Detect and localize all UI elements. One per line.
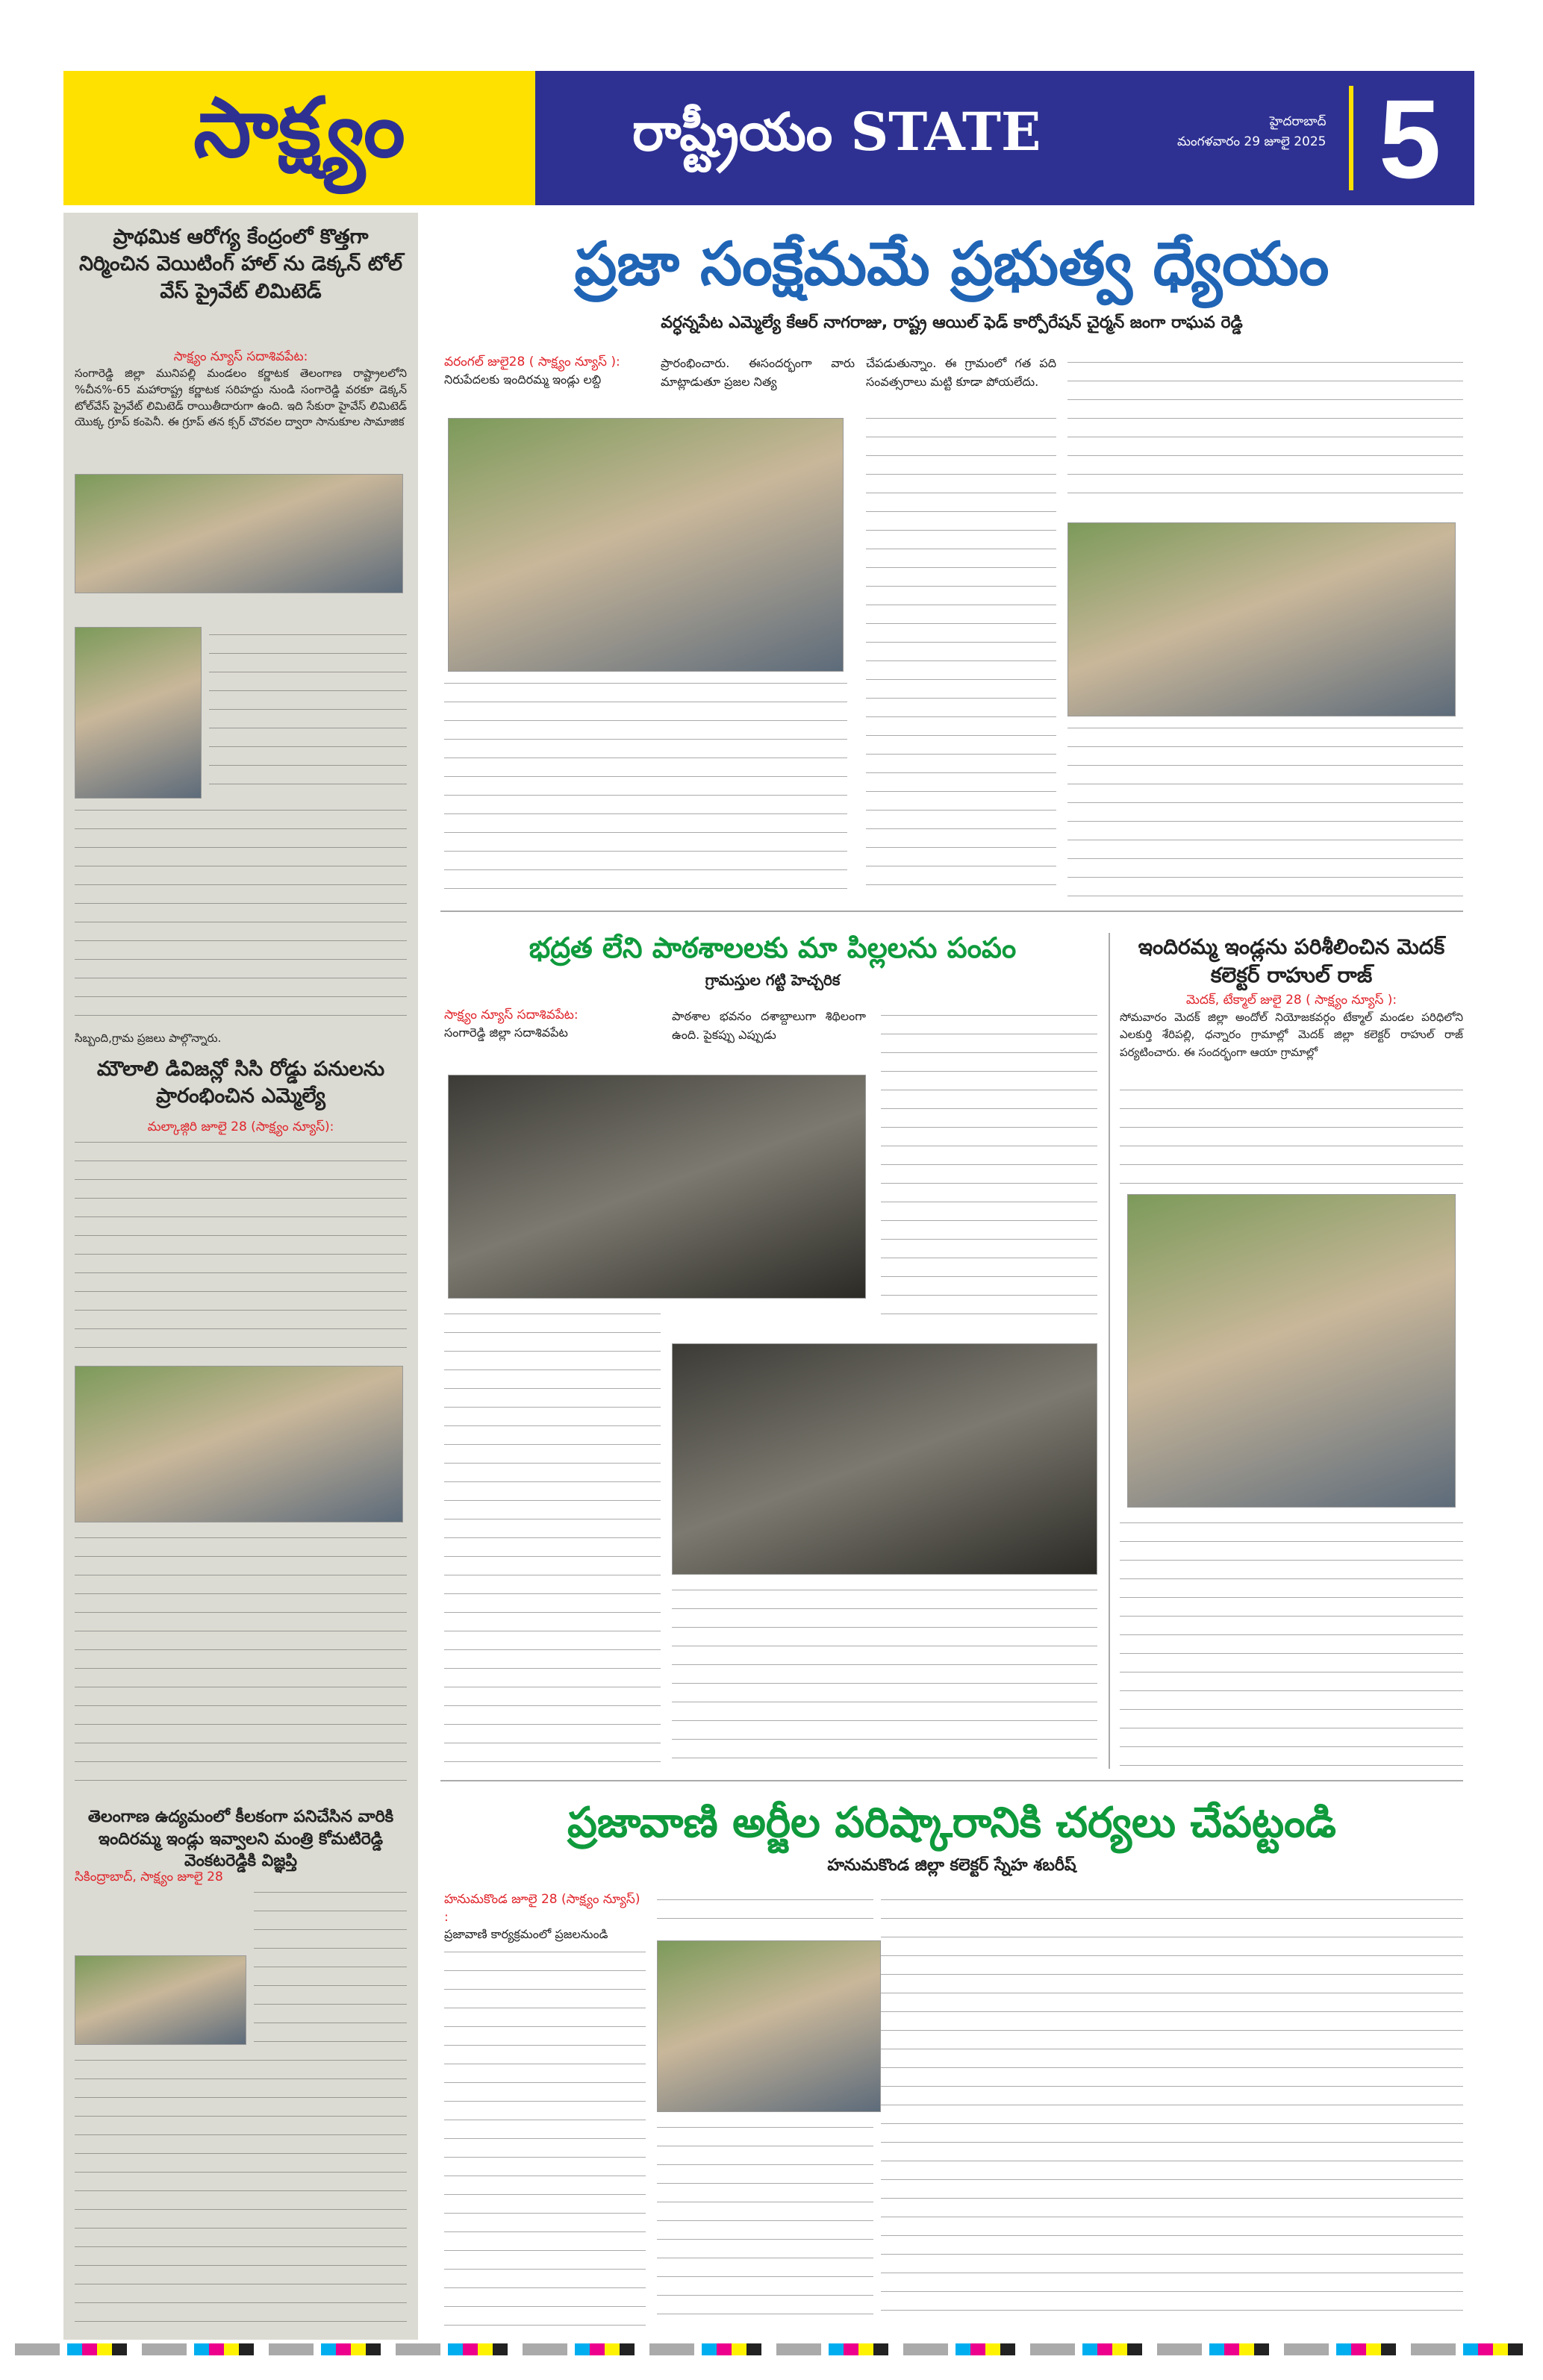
school-body-text [881, 1008, 1097, 1328]
prajavani-headline: ప్రజావాణి అర్జీల పరిష్కారానికి చర్యలు చేపట్టండి [567, 1799, 1336, 1847]
school-subhead: గ్రామస్తుల గట్టి హెచ్చరిక [705, 971, 841, 989]
main-subhead: వర్ధన్నపేట ఎమ్మెల్యే కేఆర్ నాగరాజు, రాష్ట్ర ఆయిల్ ఫెడ్ కార్పోరేషన్ చైర్మన్ జంగా రాఘవ రెడ్డి [661, 313, 1243, 332]
story3-body-text [75, 2052, 407, 2329]
school-body-text [444, 1306, 661, 1769]
medak-dateline: మెదక్, టేక్మాల్ జులై 28 ( సాక్ష్యం న్యూస్ ): [1185, 993, 1397, 1008]
main-photo-1 [448, 418, 844, 672]
main-body-col3: చేపడుతున్నాం. ఈ గ్రామంలో గత పది సంవత్సరాలు మట్టి కూడా పోయలేదు. [866, 356, 1056, 389]
edition-info [1177, 112, 1327, 152]
school-photo-building [448, 1075, 866, 1299]
main-dateline: వరంగల్ జులై28 ( సాక్ష్యం న్యూస్ ): [444, 354, 620, 369]
prajavani-body-text [657, 2120, 873, 2329]
page-number: 5 [1379, 76, 1441, 202]
edition-city: హైదరాబాద్ [1269, 114, 1327, 129]
prajavani-body-text [657, 1892, 873, 1937]
story3-body-text [254, 1884, 407, 2052]
story2-photo [75, 1366, 403, 1522]
story1-headline: ప్రాథమిక ఆరోగ్య కేంద్రంలో కొత్తగా నిర్మించిన వెయిటింగ్ హాల్ ను డెక్కన్ టోల్ వేస్ ప్రైవేట్ లిమిటెడ్ [78, 225, 403, 303]
story2-dateline: మల్కాజ్గిరి జూలై 28 (సాక్ష్యం న్యూస్): [147, 1119, 334, 1134]
story1-body-text [209, 627, 407, 799]
main-body-text [1067, 720, 1463, 899]
main-body-col1: నిరుపేదలకు ఇందిరమ్మ ఇండ్లు లబ్ది [444, 372, 602, 387]
story3-headline: తెలంగాణ ఉద్యమంలో కీలకంగా పనిచేసిన వారికి ఇందిరమ్మ ఇండ్లు ఇవ్వాలని మంత్రి కోమటిరెడ్డి వెంకటరెడ్డికి విజ్ఞప్తి [87, 1808, 394, 1871]
prajavani-dateline: హనుమకొండ జూలై 28 (సాక్ష్యం న్యూస్) : [444, 1892, 640, 1925]
prajavani-subhead: హనుమకొండ జిల్లా కలెక్టర్ స్నేహ శబరీష్ [827, 1856, 1076, 1875]
medak-body-text [1120, 1515, 1463, 1769]
divider [1109, 933, 1110, 1769]
main-body-text [1067, 354, 1463, 504]
story3-photo [75, 1955, 246, 2045]
main-body-text [866, 410, 1056, 899]
prajavani-body-text [444, 1944, 646, 2329]
story1-dateline: సాక్ష్యం న్యూస్ సదాశివపేట: [173, 349, 308, 364]
medak-headline: ఇందిరమ్మ ఇండ్లను పరిశీలించిన మెదక్ కలెక్టర్ రాహుల్ రాజ్ [1138, 934, 1445, 987]
story1-closing: సిబ్బంది,గ్రామ ప్రజలు పాల్గొన్నారు. [75, 1031, 222, 1045]
story1-body-text [75, 802, 407, 1026]
school-dateline: సాక్ష్యం న్యూస్ సదాశివపేట: [444, 1008, 579, 1022]
main-body-text [444, 675, 847, 899]
print-registration-bar [15, 2343, 1530, 2355]
divider [440, 1780, 1463, 1781]
school-body-col2: పాఠశాల భవనం దశాబ్దాలుగా శిథిలంగా ఉంది. పైకప్పు ఎప్పుడు [672, 1009, 866, 1042]
story2-headline: మౌలాలి డివిజన్లో సిసి రోడ్డు పనులను ప్రారంభించిన ఎమ్మెల్యే [96, 1058, 385, 1108]
section-title: రాష్ట్రీయం STATE [632, 101, 1041, 163]
main-photo-2 [1067, 522, 1456, 716]
story2-body-text [75, 1530, 407, 1791]
medak-photo [1127, 1194, 1456, 1508]
story3-dateline: సికింద్రాబాద్, సాక్ష్యం జూలై 28 [75, 1870, 223, 1884]
story2-body-text [75, 1134, 407, 1358]
newspaper-logo: సాక్ష్యం [63, 71, 535, 205]
medak-body-text [1120, 1082, 1463, 1187]
school-headline: భద్రత లేని పాఠశాలలకు మా పిల్లలను పంపం [529, 931, 1017, 964]
school-photo-interior [672, 1343, 1097, 1575]
school-body-text [672, 1582, 1097, 1769]
prajavani-body-text [881, 1892, 1463, 2329]
divider [440, 911, 1463, 912]
divider [1349, 86, 1353, 190]
prajavani-photo [657, 1940, 881, 2112]
main-body-col2: ప్రారంభించారు. ఈసందర్భంగా వారు మాట్లాడుతూ ప్రజల నిత్య [661, 356, 855, 389]
story1-photo-small [75, 627, 202, 799]
edition-date: మంగళవారం 29 జూలై 2025 [1177, 134, 1327, 150]
story1-body: సంగారెడ్డి జిల్లా మునిపల్లి మండలం కర్ణాటక తెలంగాణ రాష్ట్రాలలోని %చీన%-65 మహారాష్ట్ర కర్ణాటక సరిహద్దు నుండి సంగారెడ్డి వరకూ డెక్కన్ టోల్‌వేస్ ప్రైవేట్ లిమిటెడ్ రాయితీదారుగా ఉంది. ఇది సేకురా హైవేస్ లిమిటెడ్ యొక్క గ్రూప్ కంపెనీ. ఈ గ్రూప్ తన క్సర్ చొరవల ద్వారా సానుకూల సామాజిక [75, 366, 407, 429]
school-body-col1: సంగారెడ్డి జిల్లా సదాశివపేట [444, 1025, 568, 1040]
section-band [535, 71, 1474, 205]
story1-photo [75, 474, 403, 593]
main-headline: ప్రజా సంక్షేమమే ప్రభుత్వ ధ్యేయం [574, 229, 1330, 299]
prajavani-body: ప్రజావాణి కార్యక్రమంలో ప్రజలనుండి [444, 1927, 608, 1941]
medak-body: సోమవారం మెదక్ జిల్లా అందోల్ నియోజకవర్గం టేక్మాల్ మండల పరిధిలోని ఎలకుర్తి శేరిపల్లి, ధన్నారం గ్రామాల్లో మెదక్ జిల్లా కలెక్టర్ రాహుల్ రాజ్ పర్యటించారు. ఈ సందర్భంగా ఆయా గ్రామాల్లో [1120, 1011, 1463, 1059]
